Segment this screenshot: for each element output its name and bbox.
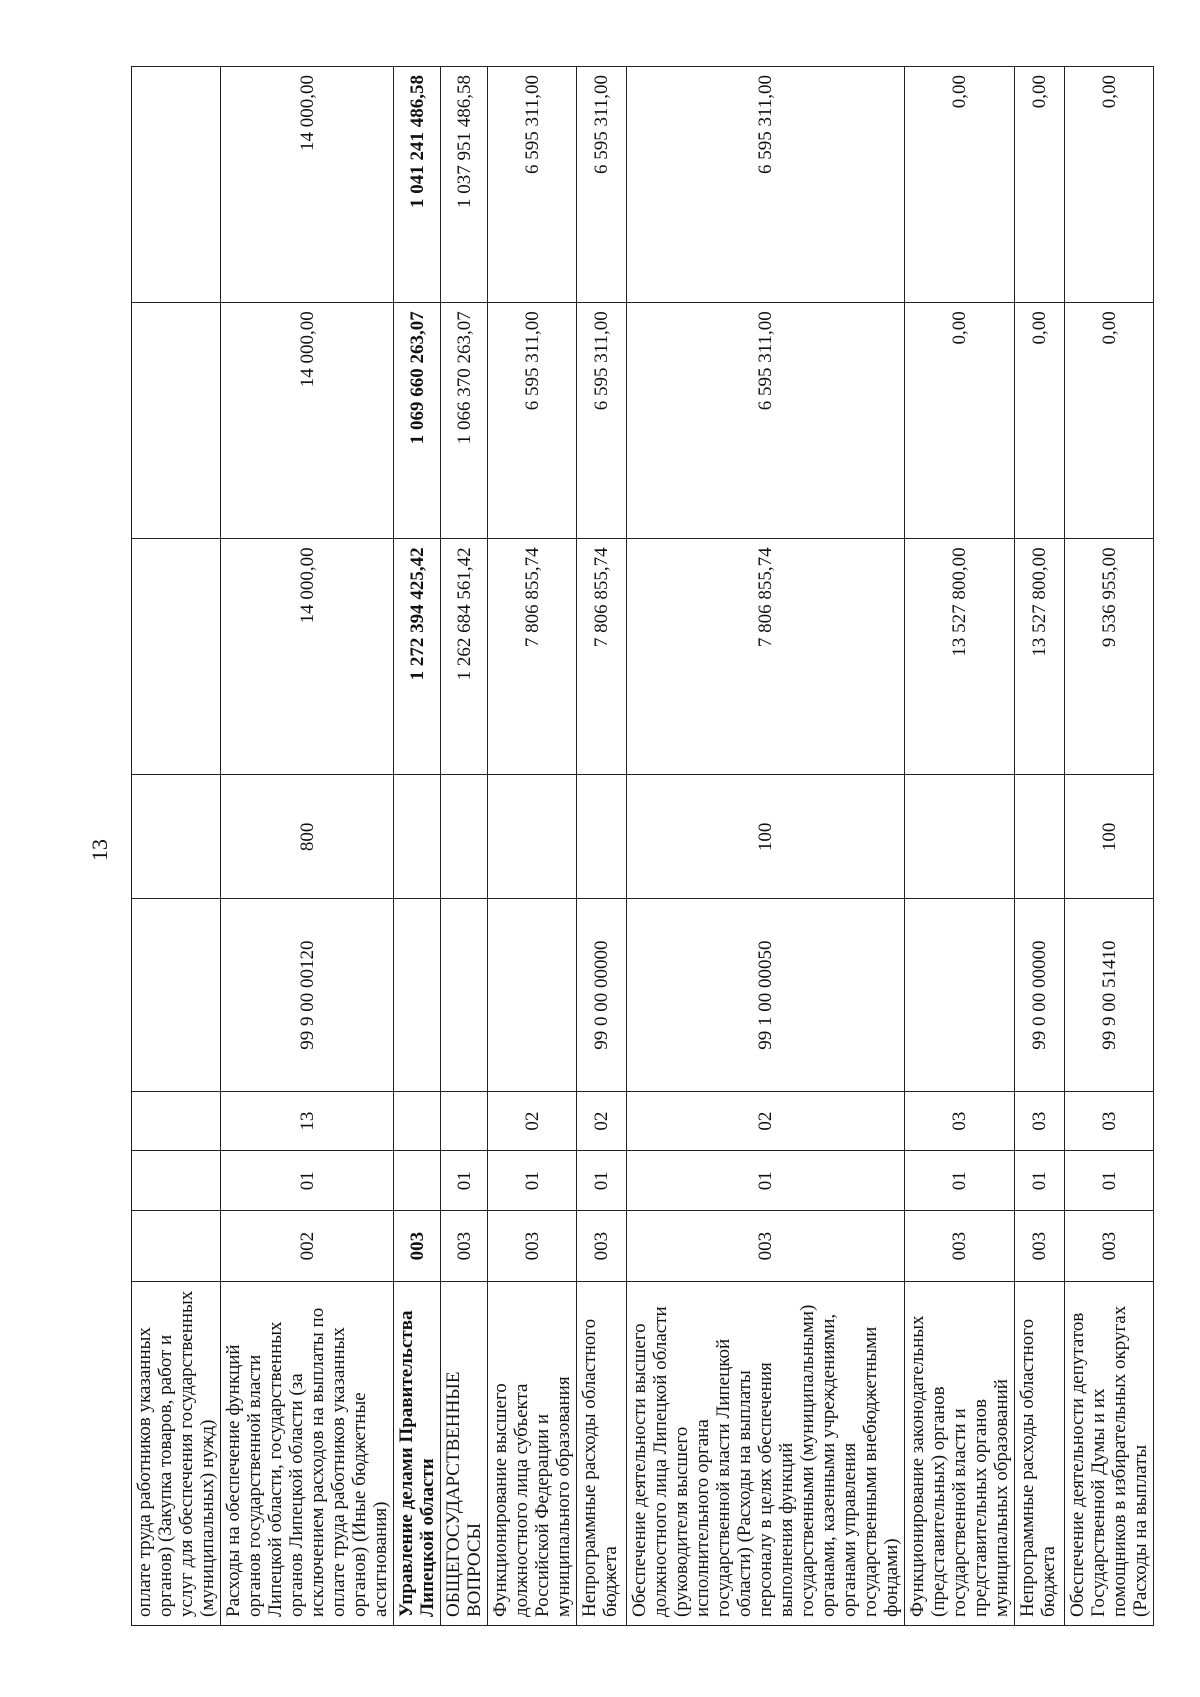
section-code: [394, 1151, 441, 1211]
expense-type-code: [132, 775, 221, 899]
row-name: оплате труда работников указанных органов) (Закупка товаров, работ и услуг для обеспечения государственных (муниципальных) нужд): [132, 1282, 221, 1626]
section-code: 01: [1065, 1151, 1154, 1211]
amount-year-3: 1 041 241 486,58: [394, 67, 441, 303]
amount-year-2: 0,00: [1065, 303, 1154, 539]
table-row: [441, 67, 488, 1626]
row-name: Управление делами Правительства Липецкой области: [394, 1282, 441, 1626]
target-article-code: 99 0 00 00000: [577, 899, 627, 1092]
amount-year-1: 1 272 394 425,42: [394, 539, 441, 775]
section-code: 01: [1015, 1151, 1065, 1211]
amount-year-1: 7 806 855,74: [627, 539, 905, 775]
table-row: [905, 67, 1015, 1626]
amount-year-2: 1 069 660 263,07: [394, 303, 441, 539]
table-row: [221, 67, 394, 1626]
expense-type-code: 100: [1065, 775, 1154, 899]
amount-year-3: 0,00: [1015, 67, 1065, 303]
amount-year-2: [132, 303, 221, 539]
subsection-code: 03: [1015, 1091, 1065, 1151]
target-article-code: [441, 899, 488, 1092]
target-article-code: [394, 899, 441, 1092]
subsection-code: 02: [577, 1091, 627, 1151]
table-row: [577, 67, 627, 1626]
amount-year-3: 14 000,00: [221, 67, 394, 303]
amount-year-2: 6 595 311,00: [627, 303, 905, 539]
subsection-code: 03: [1065, 1091, 1154, 1151]
ministry-code: 003: [1015, 1211, 1065, 1282]
expense-type-code: [441, 775, 488, 899]
expense-type-code: 800: [221, 775, 394, 899]
amount-year-2: 6 595 311,00: [577, 303, 627, 539]
table-row: [1015, 67, 1065, 1626]
amount-year-3: 6 595 311,00: [577, 67, 627, 303]
row-name: Расходы на обеспечение функций органов государственной власти Липецкой области, государственных органов Липецкой области (за исключением расходов на выплаты по оплате труда работников указанных органов) (Иные бюджетные ассигнования): [221, 1282, 394, 1626]
subsection-code: [441, 1091, 488, 1151]
amount-year-1: 9 536 955,00: [1065, 539, 1154, 775]
ministry-code: 003: [441, 1211, 488, 1282]
row-name: Функционирование законодательных (представительных) органов государственной власти и представительных органов муниципальных образований: [905, 1282, 1015, 1626]
ministry-code: 003: [627, 1211, 905, 1282]
section-code: [132, 1151, 221, 1211]
amount-year-1: 14 000,00: [221, 539, 394, 775]
subsection-code: [394, 1091, 441, 1151]
subsection-code: 02: [488, 1091, 577, 1151]
target-article-code: 99 9 00 00120: [221, 899, 394, 1092]
expense-type-code: 100: [627, 775, 905, 899]
expense-type-code: [577, 775, 627, 899]
ministry-code: 003: [394, 1211, 441, 1282]
target-article-code: [132, 899, 221, 1092]
page-number: 13: [87, 839, 112, 861]
amount-year-2: 14 000,00: [221, 303, 394, 539]
amount-year-1: 7 806 855,74: [488, 539, 577, 775]
amount-year-1: 7 806 855,74: [577, 539, 627, 775]
target-article-code: 99 0 00 00000: [1015, 899, 1065, 1092]
target-article-code: 99 9 00 51410: [1065, 899, 1154, 1092]
expense-type-code: [488, 775, 577, 899]
budget-table-rotated: [131, 66, 1151, 1626]
table-row: [1065, 67, 1154, 1626]
amount-year-3: 1 037 951 486,58: [441, 67, 488, 303]
row-name: ОБЩЕГОСУДАРСТВЕННЫЕ ВОПРОСЫ: [441, 1282, 488, 1626]
table-row: [394, 67, 441, 1626]
amount-year-2: 6 595 311,00: [488, 303, 577, 539]
amount-year-1: [132, 539, 221, 775]
ministry-code: 003: [905, 1211, 1015, 1282]
row-name: Обеспечение деятельности высшего должностного лица Липецкой области (руководителя высшего исполнительного органа государственной власти Липецкой области) (Расходы на выплаты персоналу в целях обеспечения выполнения функций государственными (муниципальными) органами, казенными учреждениями, органами управления государственными внебюджетными фондами): [627, 1282, 905, 1626]
amount-year-1: 13 527 800,00: [905, 539, 1015, 775]
row-name: Непрограммные расходы областного бюджета: [577, 1282, 627, 1626]
ministry-code: 003: [488, 1211, 577, 1282]
amount-year-3: 6 595 311,00: [627, 67, 905, 303]
ministry-code: [132, 1211, 221, 1282]
amount-year-2: 0,00: [1015, 303, 1065, 539]
subsection-code: 13: [221, 1091, 394, 1151]
section-code: 01: [905, 1151, 1015, 1211]
amount-year-1: 13 527 800,00: [1015, 539, 1065, 775]
ministry-code: 003: [577, 1211, 627, 1282]
amount-year-2: 1 066 370 263,07: [441, 303, 488, 539]
subsection-code: [132, 1091, 221, 1151]
table-row: [132, 67, 221, 1626]
section-code: 01: [627, 1151, 905, 1211]
subsection-code: 03: [905, 1091, 1015, 1151]
amount-year-3: 0,00: [1065, 67, 1154, 303]
expense-type-code: [394, 775, 441, 899]
amount-year-2: 0,00: [905, 303, 1015, 539]
target-article-code: [905, 899, 1015, 1092]
expense-type-code: [1015, 775, 1065, 899]
row-name: Непрограммные расходы областного бюджета: [1015, 1282, 1065, 1626]
subsection-code: 02: [627, 1091, 905, 1151]
expense-type-code: [905, 775, 1015, 899]
amount-year-3: [132, 67, 221, 303]
section-code: 01: [221, 1151, 394, 1211]
section-code: 01: [488, 1151, 577, 1211]
table-row: [627, 67, 905, 1626]
budget-table: [131, 66, 1154, 1626]
table-row: [488, 67, 577, 1626]
target-article-code: [488, 899, 577, 1092]
amount-year-1: 1 262 684 561,42: [441, 539, 488, 775]
amount-year-3: 6 595 311,00: [488, 67, 577, 303]
section-code: 01: [577, 1151, 627, 1211]
row-name: Функционирование высшего должностного лица субъекта Российской Федерации и муниципального образования: [488, 1282, 577, 1626]
row-name: Обеспечение деятельности депутатов Государственной Думы и их помощников в избирательных округах (Расходы на выплаты: [1065, 1282, 1154, 1626]
section-code: 01: [441, 1151, 488, 1211]
ministry-code: 002: [221, 1211, 394, 1282]
target-article-code: 99 1 00 00050: [627, 899, 905, 1092]
amount-year-3: 0,00: [905, 67, 1015, 303]
ministry-code: 003: [1065, 1211, 1154, 1282]
